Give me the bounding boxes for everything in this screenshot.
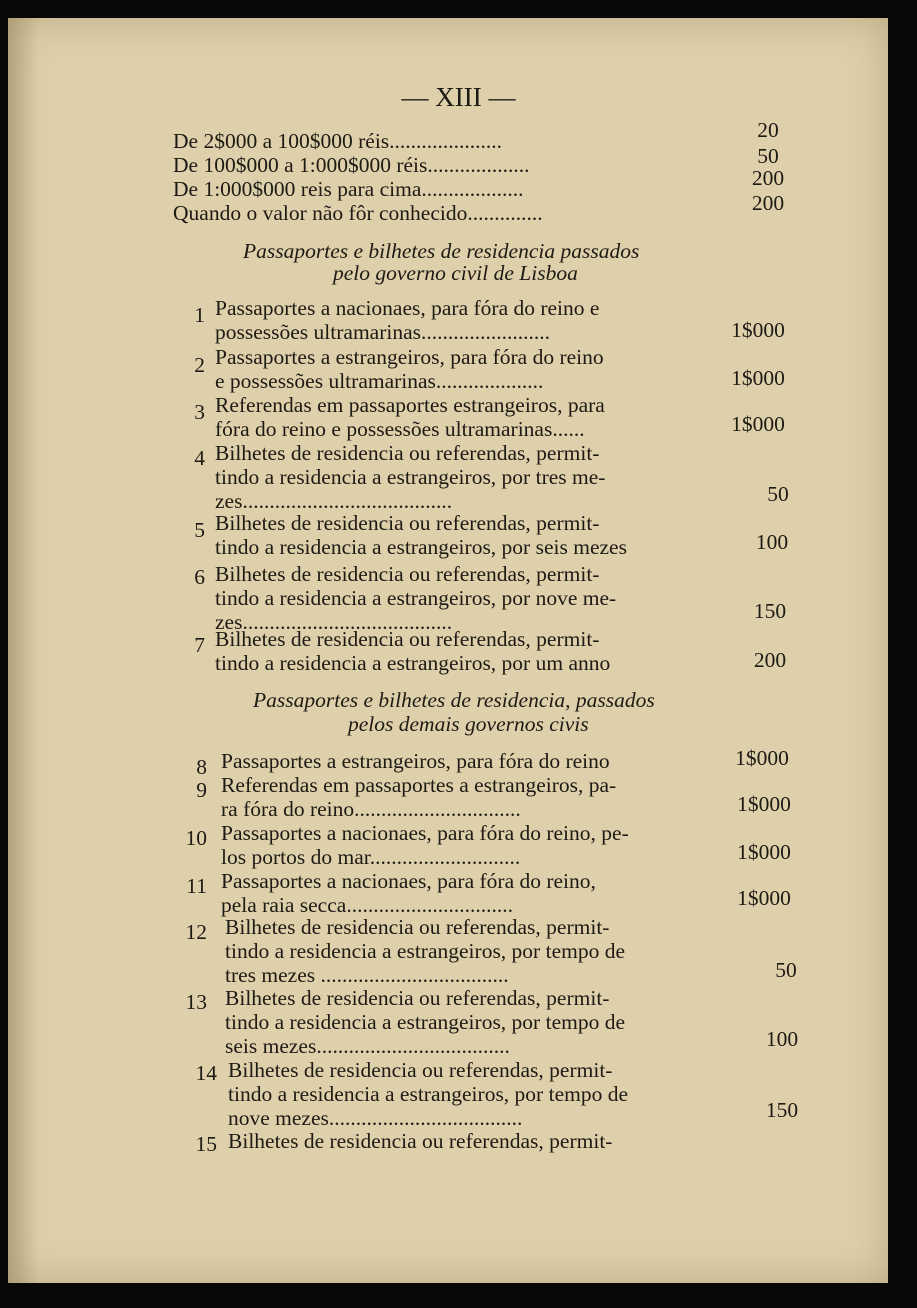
item-7-line-2: tindo a residencia a estrangeiros, por um anno [215, 651, 611, 675]
item-2-line-2: e possessões ultramarinas.................... [215, 371, 544, 393]
item-6-line-2: tindo a residencia a estrangeiros, por nove me- [215, 586, 617, 610]
item-number: 13 [185, 990, 207, 1014]
item-number: 7 [194, 633, 205, 657]
item-12-line-3: tres mezes ................................... [225, 965, 509, 987]
item-number: 1 [194, 303, 205, 327]
item-13-line-2: tindo a residencia a estrangeiros, por tempo de [225, 1010, 625, 1034]
fee-value-2: 50 [757, 144, 779, 168]
item-4-line-1: Bilhetes de residencia ou referendas, permit- [215, 441, 600, 465]
page-spine-shadow [8, 18, 38, 1283]
item-6-line-3: zes....................................... [215, 612, 453, 634]
item-number: 3 [194, 400, 205, 424]
item-13-line-3: seis mezes.................................... [225, 1036, 510, 1058]
fee-line-4: Quando o valor não fôr conhecido.............. [173, 203, 543, 225]
item-number: 5 [194, 518, 205, 542]
item-3-value: 1$000 [731, 412, 785, 436]
item-7-line-1: Bilhetes de residencia ou referendas, permit- [215, 627, 600, 651]
item-9-line-2: ra fóra do reino............................... [221, 799, 521, 821]
item-6-line-1: Bilhetes de residencia ou referendas, permit- [215, 562, 600, 586]
item-13-line-1: Bilhetes de residencia ou referendas, permit- [225, 986, 610, 1010]
item-number: 12 [185, 920, 207, 944]
item-number: 2 [194, 353, 205, 377]
item-11-line-1: Passaportes a nacionaes, para fóra do reino, [221, 869, 596, 893]
item-11-value: 1$000 [737, 886, 791, 910]
item-number: 9 [196, 778, 207, 802]
item-3-line-1: Referendas em passaportes estrangeiros, para [215, 393, 605, 417]
item-1-line-1: Passaportes a nacionaes, para fóra do reino e [215, 296, 600, 320]
fee-value-3: 200 [751, 166, 785, 190]
item-number: 11 [186, 874, 207, 898]
item-number: 10 [185, 826, 207, 850]
item-8-value: 1$000 [735, 746, 789, 770]
item-4-value: 50 [767, 482, 789, 506]
page-number: — XIII — [401, 82, 516, 112]
section-heading-governos-line2: pelos demais governos civis [348, 712, 589, 736]
item-14-line-1: Bilhetes de residencia ou referendas, permit- [228, 1058, 613, 1082]
item-12-line-2: tindo a residencia a estrangeiros, por tempo de [225, 939, 625, 963]
item-10-line-2: los portos do mar............................ [221, 847, 521, 869]
item-14-line-3: nove mezes.................................... [228, 1108, 523, 1130]
item-1-value: 1$000 [731, 318, 785, 342]
fee-value-4: 200 [751, 191, 785, 215]
item-9-line-1: Referendas em passaportes a estrangeiros, pa- [221, 773, 617, 797]
item-number: 6 [194, 565, 205, 589]
item-15-line-1: Bilhetes de residencia ou referendas, permit- [228, 1129, 613, 1153]
item-number: 15 [195, 1132, 217, 1156]
item-14-line-2: tindo a residencia a estrangeiros, por tempo de [228, 1082, 628, 1106]
item-number: 4 [194, 446, 205, 470]
fee-line-2: De 100$000 a 1:000$000 réis................... [173, 155, 530, 177]
item-4-line-3: zes....................................... [215, 491, 453, 513]
item-12-value: 50 [775, 958, 797, 982]
item-1-line-2: possessões ultramarinas........................ [215, 322, 551, 344]
fee-line-1: De 2$000 a 100$000 réis..................... [173, 131, 503, 153]
section-heading-governos-line1: Passaportes e bilhetes de residencia, passados [253, 688, 655, 712]
item-14-value: 150 [765, 1098, 799, 1122]
item-number: 14 [195, 1061, 217, 1085]
item-5-line-2: tindo a residencia a estrangeiros, por seis mezes [215, 535, 627, 559]
item-8-line-1: Passaportes a estrangeiros, para fóra do reino [221, 749, 610, 773]
item-5-line-1: Bilhetes de residencia ou referendas, permit- [215, 511, 600, 535]
section-heading-lisboa-line1: Passaportes e bilhetes de residencia passados [243, 239, 640, 263]
item-4-line-2: tindo a residencia a estrangeiros, por tres me- [215, 465, 606, 489]
item-13-value: 100 [765, 1027, 799, 1051]
item-10-value: 1$000 [737, 840, 791, 864]
item-6-value: 150 [753, 599, 787, 623]
item-10-line-1: Passaportes a nacionaes, para fóra do reino, pe- [221, 821, 629, 845]
item-number: 8 [196, 755, 207, 779]
fee-value-1: 20 [757, 118, 779, 142]
fee-line-3: De 1:000$000 reis para cima................... [173, 179, 524, 201]
item-11-line-2: pela raia secca............................... [221, 895, 513, 917]
item-2-value: 1$000 [731, 366, 785, 390]
item-2-line-1: Passaportes a estrangeiros, para fóra do reino [215, 345, 604, 369]
item-9-value: 1$000 [737, 792, 791, 816]
section-heading-lisboa-line2: pelo governo civil de Lisboa [333, 261, 578, 285]
item-7-value: 200 [753, 648, 787, 672]
item-5-value: 100 [755, 530, 789, 554]
item-12-line-1: Bilhetes de residencia ou referendas, permit- [225, 915, 610, 939]
item-3-line-2: fóra do reino e possessões ultramarinas...... [215, 419, 585, 441]
